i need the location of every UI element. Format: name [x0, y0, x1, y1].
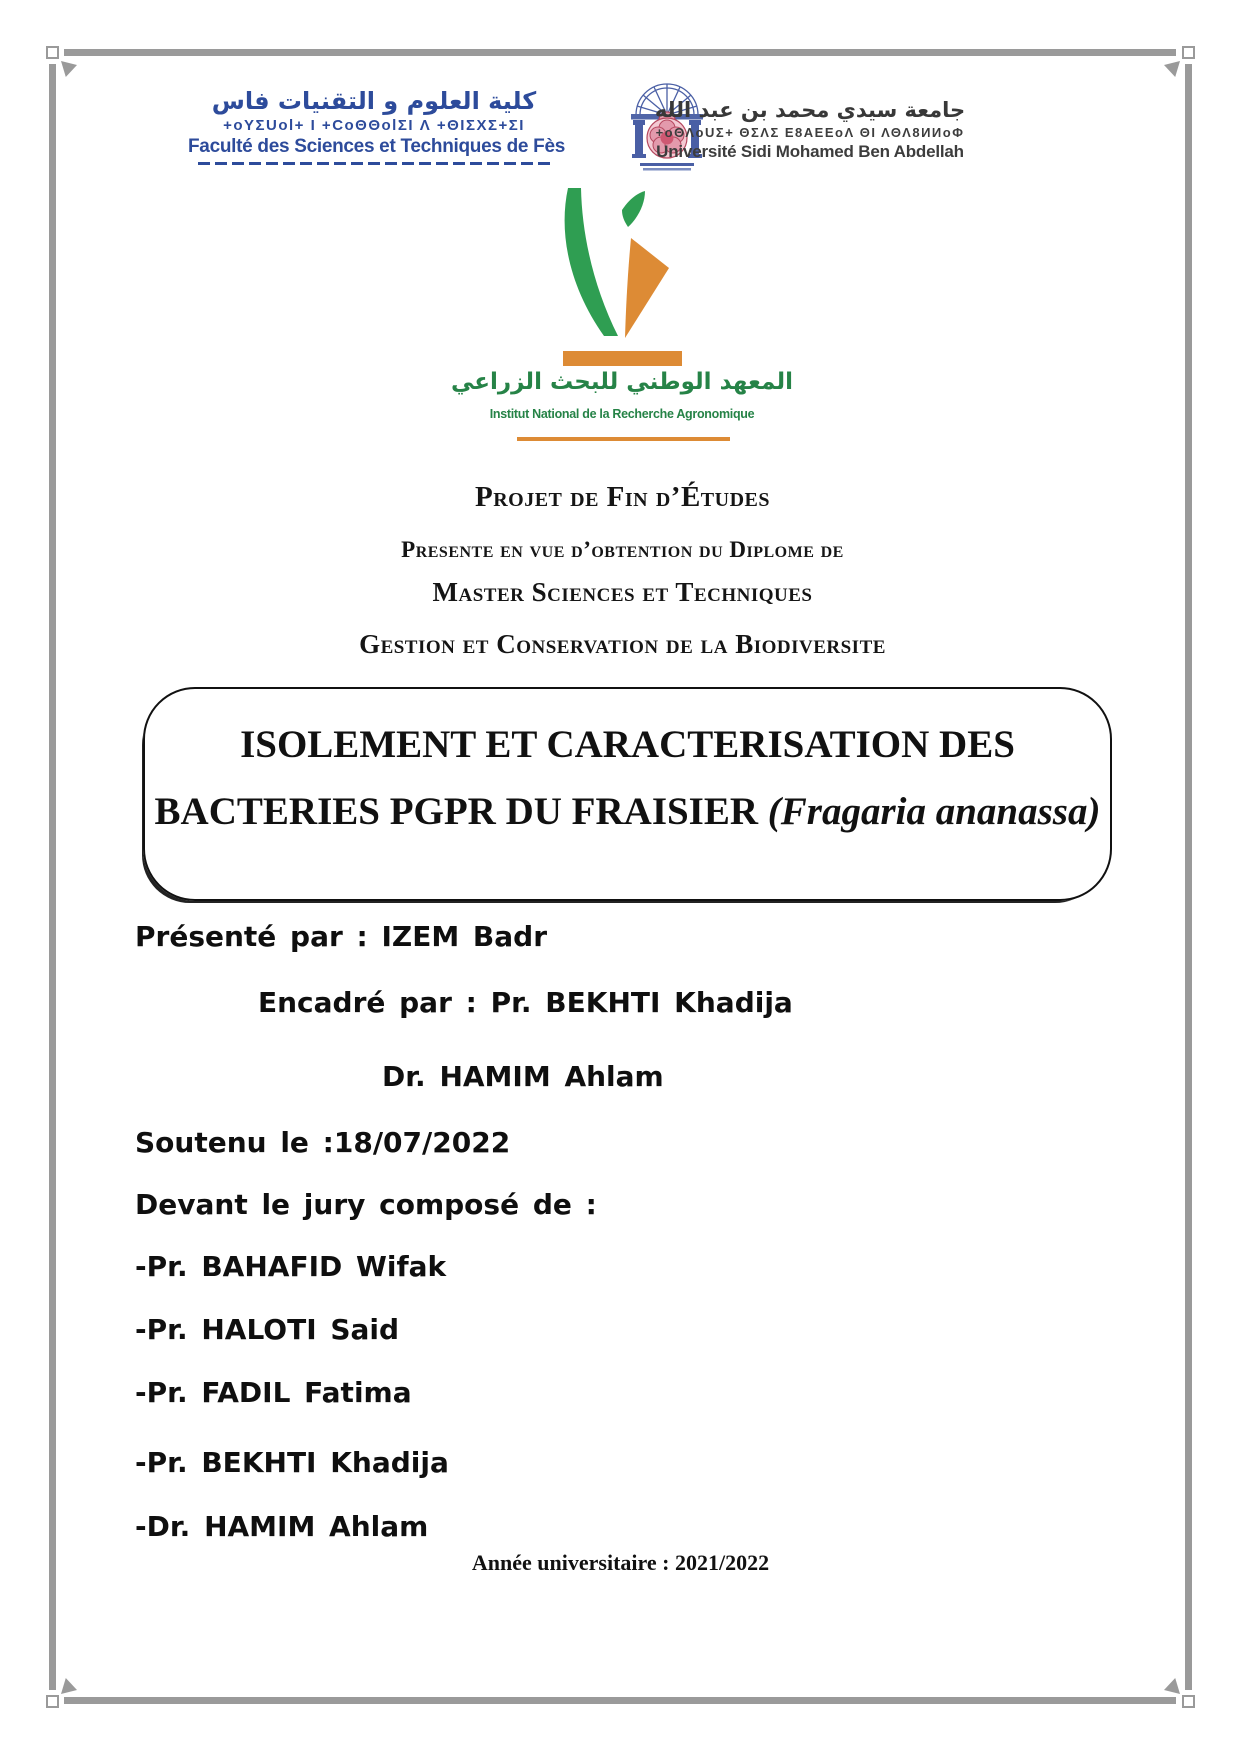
faculty-underline-ornament: [198, 162, 550, 165]
faculty-name-tifinagh: +oYΣUol+ I +CoΘΘolΣI Λ +ΘIΣXΣ+ΣI: [223, 117, 525, 134]
border-corner-square: [46, 46, 59, 59]
university-name-arabic: جامعة سيدي محمد بن عبد الله: [654, 98, 966, 122]
degree-line-purpose: Presente en vue d’obtention du Diplome de: [401, 537, 844, 562]
border-corner-triangle: [1164, 61, 1180, 77]
jury-member: -Dr. HAMIM Ahlam: [135, 1510, 429, 1543]
border-corner-triangle: [1164, 1678, 1180, 1694]
page-border-right: [1185, 64, 1192, 1690]
jury-heading: Devant le jury composé de :: [135, 1188, 597, 1221]
degree-line-master: Master Sciences et Techniques: [432, 577, 813, 607]
border-corner-triangle: [61, 61, 77, 77]
thesis-title-box: [143, 687, 1112, 901]
faculty-name-arabic: كلية العلوم و التقنيات فاس: [211, 87, 537, 115]
border-corner-square: [1182, 46, 1195, 59]
supervised-by: Encadré par : Pr. BEKHTI Khadija: [258, 986, 793, 1019]
border-corner-triangle: [61, 1678, 77, 1694]
page-border-left: [49, 64, 56, 1690]
presented-by: Présenté par : IZEM Badr: [135, 920, 548, 953]
academic-year: Année universitaire : 2021/2022: [471, 1550, 770, 1575]
inra-logo-icon: [538, 188, 670, 346]
university-name-tifinagh: +oΘΛoUΣ+ ΘΣΛΣ Ε8ΑΕΕοΛ ΘΙ ΛΘΛ8ИИоΦ: [655, 125, 965, 140]
defense-date: Soutenu le :18/07/2022: [135, 1126, 511, 1159]
border-corner-square: [46, 1695, 59, 1708]
university-name-french: Université Sidi Mohamed Ben Abdellah: [656, 142, 964, 161]
jury-member: -Pr. FADIL Fatima: [135, 1376, 412, 1409]
thesis-title-line1: ISOLEMENT ET CARACTERISATION DES: [240, 723, 1015, 766]
inra-name-french: Institut National de la Recherche Agronomique: [489, 407, 755, 421]
university-header: [652, 97, 968, 162]
faculty-header: [188, 86, 565, 165]
jury-member: -Pr. BEKHTI Khadija: [135, 1446, 449, 1479]
inra-underline: [517, 437, 730, 441]
thesis-title-species-italic: (Fragaria ananassa): [767, 790, 1101, 833]
jury-member: -Pr. BAHAFID Wifak: [135, 1250, 447, 1283]
thesis-title: [145, 711, 1110, 845]
degree-line-speciality: Gestion et Conservation de la Biodiversite: [359, 629, 886, 659]
jury-member: -Pr. HALOTI Said: [135, 1313, 400, 1346]
border-corner-square: [1182, 1695, 1195, 1708]
degree-line-project: Projet de Fin d’Études: [474, 481, 770, 513]
page-border-bottom: [64, 1697, 1176, 1704]
inra-logo-bar: [563, 351, 682, 366]
thesis-title-line2: BACTERIES PGPR DU FRAISIER (Fragaria ananassa): [154, 790, 1101, 833]
co-supervisor: Dr. HAMIM Ahlam: [382, 1060, 664, 1093]
faculty-name-french: Faculté des Sciences et Techniques de Fès: [188, 136, 565, 157]
inra-name-arabic: المعهد الوطني للبحث الزراعي: [451, 369, 793, 395]
page-border-top: [64, 49, 1176, 56]
